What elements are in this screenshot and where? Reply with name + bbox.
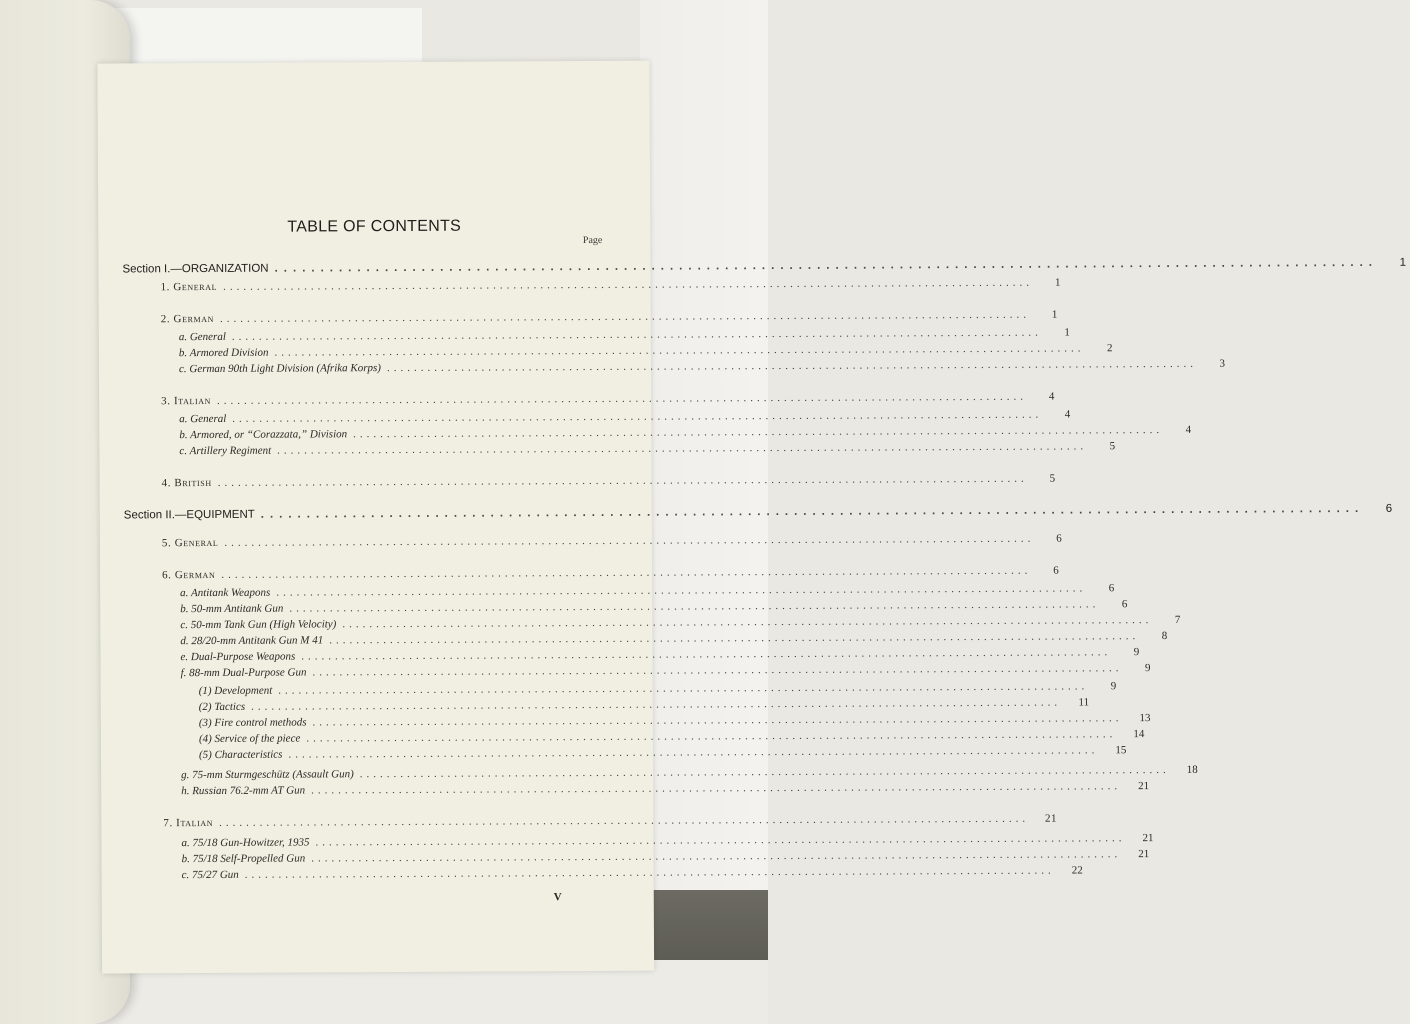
leader-dots: ........................................................................................................................: [251, 696, 1062, 713]
toc-entry: [161, 532, 1063, 550]
toc-entry-page: 9: [1110, 680, 1117, 693]
toc-entry-page: 5: [1049, 472, 1056, 485]
toc-entry-page: 4: [1048, 390, 1055, 403]
toc-entry: [162, 564, 1060, 582]
toc-entry-label: 5. General: [161, 536, 219, 550]
toc-entry-page: 1: [1051, 308, 1058, 321]
toc-entry-page: 6: [1108, 582, 1115, 595]
toc-entry: [122, 256, 1407, 276]
page-title: TABLE OF CONTENTS: [287, 217, 462, 236]
toc-entry-label: 2. German: [160, 312, 215, 326]
toc-entry-label: (2) Tactics: [198, 700, 246, 714]
toc-entry-label: c. 50-mm Tank Gun (High Velocity): [180, 618, 337, 632]
toc-entry: [160, 308, 1058, 326]
toc-entry-page: 4: [1064, 408, 1071, 421]
toc-entry: [180, 613, 1181, 632]
leader-dots: ........................................................................................................................: [353, 424, 1164, 441]
toc-entry: [163, 812, 1058, 830]
leader-dots: ........................................................................................................................: [274, 256, 1379, 275]
leader-dots: ........................................................................................................................: [315, 832, 1126, 849]
leader-dots: ........................................................................................................................: [244, 864, 1055, 881]
leader-dots: ........................................................................................................................: [301, 646, 1112, 663]
toc-entry-label: (5) Characteristics: [198, 748, 283, 762]
toc-entry: [181, 763, 1198, 782]
toc-entry: [181, 832, 1154, 850]
toc-entry: [178, 326, 1070, 344]
toc-entry: [181, 864, 1083, 882]
toc-entry-page: 18: [1186, 763, 1198, 776]
toc-entry: [160, 276, 1062, 294]
leader-dots: ........................................................................................................................: [260, 502, 1365, 521]
toc-entry-label: 7. Italian: [163, 816, 214, 830]
toc-entry-label: b. Armored Division: [178, 346, 269, 360]
toc-entry-page: 13: [1139, 712, 1151, 725]
toc-entry: [179, 440, 1116, 458]
toc-entry-label: c. Artillery Regiment: [179, 444, 272, 458]
toc-entry-label: b. 75/18 Self-Propelled Gun: [181, 852, 306, 866]
toc-entry-page: 6: [1053, 564, 1060, 577]
toc-entry: [180, 629, 1168, 648]
toc-entry: [178, 342, 1113, 360]
toc-entry-label: 4. British: [161, 476, 212, 490]
toc-entry: [180, 662, 1151, 680]
toc-entry-page: 2: [1106, 342, 1113, 355]
toc-entry-label: d. 28/20-mm Antitank Gun M 41: [180, 634, 324, 648]
toc-entry-page: 22: [1071, 864, 1083, 877]
leader-dots: ........................................................................................................................: [312, 712, 1123, 729]
leader-dots: ........................................................................................................................: [217, 472, 1028, 489]
toc-entry: [123, 502, 1393, 522]
leader-dots: ........................................................................................................................: [288, 744, 1099, 761]
leader-dots: ........................................................................................................................: [359, 763, 1170, 781]
leader-dots: ........................................................................................................................: [216, 390, 1027, 407]
toc-entry: [161, 390, 1055, 408]
toc-entry-page: 8: [1161, 629, 1168, 643]
toc-entry-label: 6. German: [162, 568, 216, 582]
toc-entry-page: 21: [1044, 812, 1058, 825]
toc-entry: [180, 646, 1140, 664]
toc-entry: [181, 848, 1150, 866]
toc-entry-label: h. Russian 76.2-mm AT Gun: [181, 784, 306, 798]
toc-entry-label: Section I.—ORGANIZATION: [122, 262, 269, 276]
toc-entry-label: (4) Service of the piece: [198, 732, 301, 746]
toc-entry-label: c. German 90th Light Division (Afrika Korps): [178, 362, 381, 376]
toc-entry: [198, 680, 1117, 698]
leader-dots: ........................................................................................................................: [219, 308, 1030, 325]
toc-entry-page: 9: [1133, 646, 1140, 659]
toc-entry: [161, 472, 1056, 490]
leader-dots: ........................................................................................................................: [329, 630, 1140, 647]
toc-entry: [181, 780, 1150, 798]
leader-dots: ........................................................................................................................: [232, 408, 1043, 425]
leader-dots: ........................................................................................................................: [274, 342, 1085, 359]
toc-entry-label: b. 50-mm Antitank Gun: [180, 602, 284, 616]
toc-entry: [179, 423, 1192, 442]
leader-dots: ........................................................................................................................: [221, 564, 1032, 581]
toc-entry-label: b. Armored, or “Corazzata,” Division: [179, 428, 348, 442]
toc-entry-label: e. Dual-Purpose Weapons: [180, 650, 296, 664]
toc-entry-page: 7: [1174, 613, 1181, 626]
leader-dots: ........................................................................................................................: [276, 582, 1087, 599]
leader-dots: ........................................................................................................................: [277, 440, 1088, 457]
toc-entry-page: 1: [1054, 276, 1062, 289]
toc-entry-page: 5: [1109, 440, 1116, 453]
toc-entry-page: 21: [1142, 832, 1154, 845]
toc-entry-label: g. 75-mm Sturmgeschütz (Assault Gun): [181, 768, 354, 782]
leader-dots: ........................................................................................................................: [311, 848, 1122, 865]
toc-entry: [180, 598, 1128, 616]
leader-dots: ........................................................................................................................: [219, 812, 1030, 829]
toc-page: [97, 61, 1407, 974]
toc-entry: [198, 712, 1151, 730]
toc-entry: [198, 696, 1090, 714]
toc-entry-label: 3. Italian: [161, 394, 211, 408]
toc-entry-page: 1: [1064, 326, 1070, 339]
toc-entry-label: (3) Fire control methods: [198, 716, 307, 730]
leader-dots: ........................................................................................................................: [306, 728, 1117, 745]
leader-dots: ........................................................................................................................: [224, 532, 1035, 549]
toc-entry-page: 4: [1185, 423, 1192, 436]
leader-dots: ........................................................................................................................: [289, 598, 1100, 615]
toc-entry: [198, 744, 1127, 762]
toc-entry-page: 15: [1115, 744, 1127, 757]
toc-entry: [198, 728, 1145, 746]
leader-dots: ........................................................................................................................: [342, 614, 1153, 631]
toc-entry-label: a. General: [178, 330, 226, 344]
toc-entry-label: a. 75/18 Gun-Howitzer, 1935: [181, 836, 310, 850]
toc-entry-label: 1. General: [160, 280, 218, 294]
toc-entry-label: f. 88-mm Dual-Purpose Gun: [180, 666, 307, 680]
leader-dots: ........................................................................................................................: [312, 662, 1123, 679]
toc-entry-page: 3: [1219, 357, 1225, 370]
leader-dots: ........................................................................................................................: [311, 780, 1122, 797]
leader-dots: ........................................................................................................................: [386, 357, 1197, 375]
toc-entry-label: (1) Development: [198, 684, 273, 698]
toc-entry: [178, 357, 1225, 376]
page-folio: V: [553, 891, 562, 904]
toc-entry: [180, 582, 1115, 600]
toc-entry-page: 14: [1133, 728, 1145, 741]
page-column-header: Page: [582, 234, 603, 247]
toc-entry-page: 6: [1121, 598, 1128, 611]
toc-entry-page: 21: [1138, 780, 1150, 793]
leader-dots: ........................................................................................................................: [223, 276, 1034, 293]
toc-entry-page: 11: [1078, 696, 1090, 709]
toc-entry-page: 1: [1399, 256, 1407, 269]
toc-entry-label: c. 75/27 Gun: [181, 868, 239, 882]
toc-entry-label: a. Antitank Weapons: [180, 586, 271, 600]
toc-entry-label: Section II.—EQUIPMENT: [123, 508, 255, 522]
toc-entry-page: 6: [1385, 502, 1393, 515]
leader-dots: ........................................................................................................................: [231, 326, 1042, 343]
toc-entry-page: 9: [1144, 662, 1151, 675]
leader-dots: ........................................................................................................................: [278, 680, 1089, 697]
toc-entry-label: a. General: [179, 412, 227, 426]
toc-entry: [179, 408, 1071, 426]
toc-entry-page: 21: [1138, 848, 1150, 861]
toc-entry-page: 6: [1056, 532, 1063, 545]
